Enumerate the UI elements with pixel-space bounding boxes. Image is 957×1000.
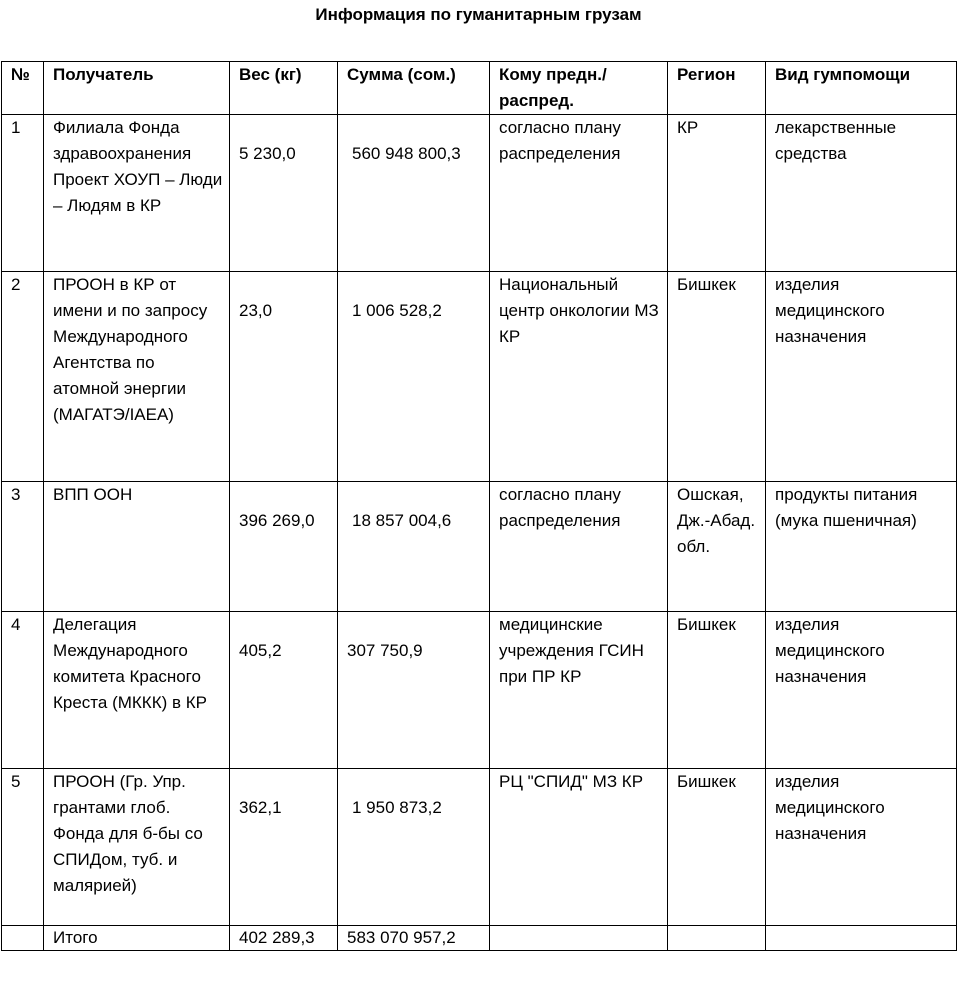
header-number: № [2, 62, 44, 115]
header-destination: Кому предн./распред. [490, 62, 668, 115]
sum-value: 1 950 873,2 [352, 798, 442, 817]
table-row [2, 769, 957, 926]
header-sum: Сумма (сом.) [338, 62, 490, 115]
destination-cell: РЦ "СПИД" МЗ КР [490, 769, 668, 926]
sum-cell [338, 769, 490, 926]
weight-cell: 23,0 [230, 272, 338, 482]
total-weight: 402 289,3 [230, 926, 338, 951]
recipient-cell: Делегация Международного комитета Красного Креста (МККК) в КР [44, 612, 230, 769]
row-number: 5 [2, 769, 44, 926]
row-number: 3 [2, 482, 44, 612]
document-title: Информация по гуманитарным грузам [315, 5, 642, 24]
sum-value: 1 006 528,2 [352, 301, 442, 320]
header-aid-type: Вид гумпомощи [766, 62, 957, 115]
total-aid-type-cell [766, 926, 957, 951]
weight-cell: 405,2 [230, 612, 338, 769]
total-destination-cell [490, 926, 668, 951]
aid-type-cell: изделия медицинского назначения [766, 272, 957, 482]
aid-type-cell: лекарственные средства [766, 115, 957, 272]
header-recipient: Получатель [44, 62, 230, 115]
table-row [2, 612, 957, 769]
aid-type-cell: изделия медицинского назначения [766, 769, 957, 926]
recipient-cell: ПРООН (Гр. Упр. грантами глоб. Фонда для б-бы со СПИДом, туб. и малярией) [44, 769, 230, 926]
weight-cell: 5 230,0 [230, 115, 338, 272]
sum-cell [338, 115, 490, 272]
region-cell: Ошская, Дж.-Абад. обл. [668, 482, 766, 612]
table-row [2, 482, 957, 612]
row-number: 2 [2, 272, 44, 482]
destination-cell: медицинские учреждения ГСИН при ПР КР [490, 612, 668, 769]
aid-type-cell: продукты питания (мука пшеничная) [766, 482, 957, 612]
total-row [2, 926, 957, 951]
recipient-cell: ВПП ООН [44, 482, 230, 612]
recipient-cell: Филиала Фонда здравоохранения Проект ХОУП – Люди – Людям в КР [44, 115, 230, 272]
total-label: Итого [44, 926, 230, 951]
region-cell: Бишкек [668, 272, 766, 482]
table-row [2, 272, 957, 482]
table-row [2, 115, 957, 272]
aid-type-cell: изделия медицинского назначения [766, 612, 957, 769]
destination-cell: согласно плану распределения [490, 482, 668, 612]
header-region: Регион [668, 62, 766, 115]
sum-cell [338, 482, 490, 612]
sum-cell [338, 612, 490, 769]
region-cell: Бишкек [668, 612, 766, 769]
total-sum: 583 070 957,2 [338, 926, 490, 951]
row-number: 4 [2, 612, 44, 769]
total-number-cell [2, 926, 44, 951]
sum-value: 18 857 004,6 [352, 511, 452, 530]
destination-cell: Национальный центр онкологии МЗ КР [490, 272, 668, 482]
row-number: 1 [2, 115, 44, 272]
sum-cell [338, 272, 490, 482]
region-cell: Бишкек [668, 769, 766, 926]
destination-cell: согласно плану распределения [490, 115, 668, 272]
weight-cell: 362,1 [230, 769, 338, 926]
total-region-cell [668, 926, 766, 951]
header-weight: Вес (кг) [230, 62, 338, 115]
sum-value: 307 750,9 [347, 641, 423, 660]
sum-value: 560 948 800,3 [352, 144, 461, 163]
humanitarian-cargo-table [1, 61, 957, 951]
table-header-row [2, 62, 957, 115]
recipient-cell: ПРООН в КР от имени и по запросу Международного Агентства по атомной энергии (МАГАТЭ/IAEA) [44, 272, 230, 482]
region-cell: КР [668, 115, 766, 272]
weight-cell: 396 269,0 [230, 482, 338, 612]
